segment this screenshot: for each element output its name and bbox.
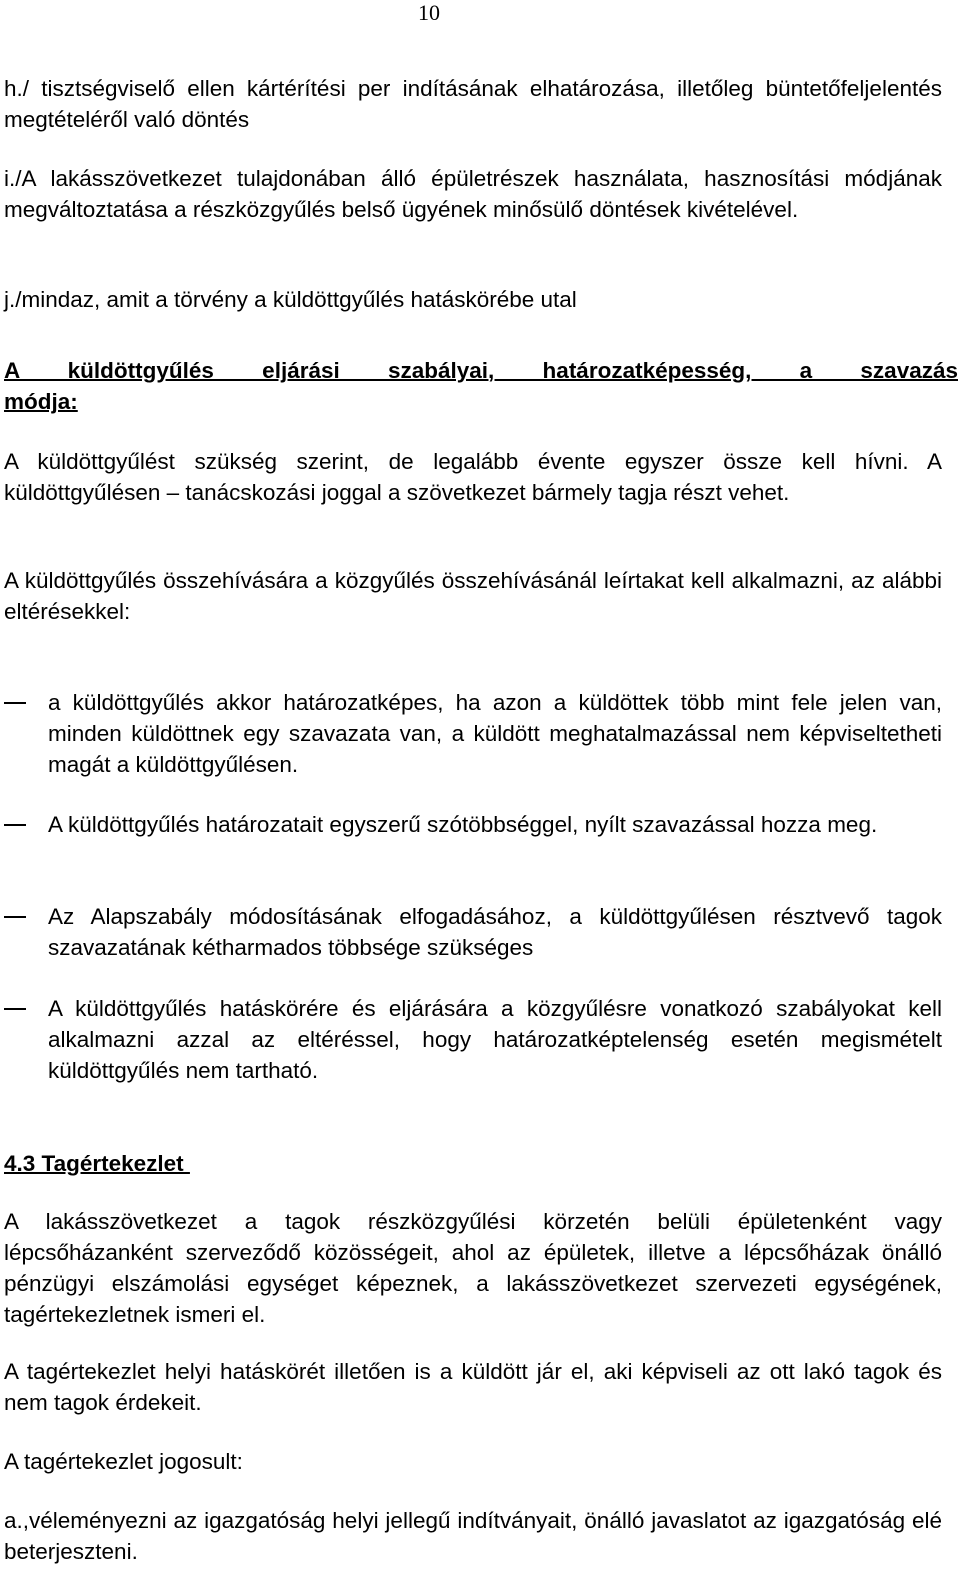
convening-paragraph: A küldöttgyűlést szükség szerint, de legalább évente egyszer össze kell hívni. A küldöttgyűlésen – tanácskozási joggal a szövetkezet bármely tagja részt vehet. xyxy=(4,449,942,505)
list-item-text: A küldöttgyűlés hatáskörére és eljárására a közgyűlésre vonatkozó szabályokat kell alkalmazni azzal az eltéréssel, hogy határozatképtelenség esetén megismételt küldöttgyűlés nem tartható. xyxy=(48,996,942,1083)
list-item-text: A küldöttgyűlés határozatait egyszerű szótöbbséggel, nyílt szavazással hozza meg. xyxy=(48,812,878,837)
procedure-heading xyxy=(4,355,958,417)
dash-bullet-icon xyxy=(4,916,26,918)
convening-rules-paragraph: A küldöttgyűlés összehívására a közgyűlés összehívásánál leírtakat kell alkalmazni, az alábbi eltérésekkel: xyxy=(4,568,942,624)
section-title: 4.3 Tagértekezlet xyxy=(4,1151,190,1176)
procedure-heading-line1: A küldöttgyűlés eljárási szabályai, határozatképesség, a szavazás xyxy=(4,358,958,383)
procedure-heading-line2: módja: xyxy=(4,389,78,414)
dash-bullet-icon xyxy=(4,1008,26,1010)
item-j-text: j./mindaz, amit a törvény a küldöttgyűlés hatáskörébe utal xyxy=(4,287,577,312)
tagertekezlet-representation-paragraph: A tagértekezlet helyi hatáskörét illetően is a küldött jár el, aki képviseli az ott lakó tagok és nem tagok érdekeit. xyxy=(4,1359,942,1415)
dash-bullet-icon xyxy=(4,702,26,704)
page-number: 10 xyxy=(418,0,440,25)
tagertekezlet-rights-heading: A tagértekezlet jogosult: xyxy=(4,1449,243,1474)
list-item-text: Az Alapszabály módosításának elfogadásához, a küldöttgyűlésen résztvevő tagok szavazatának kétharmados többsége szükséges xyxy=(48,904,942,960)
item-h-text: h./ tisztségviselő ellen kártérítési per indításának elhatározása, illetőleg büntetőfeljelentés megtételéről való döntés xyxy=(4,76,942,132)
item-i-text: i./A lakásszövetkezet tulajdonában álló épületrészek használata, hasznosítási módjának megváltoztatása a részközgyűlés belső ügyének minősülő döntések kivételével. xyxy=(4,166,942,222)
dash-bullet-icon xyxy=(4,824,26,826)
list-item-text: a küldöttgyűlés akkor határozatképes, ha azon a küldöttek több mint fele jelen van, minden küldöttnek egy szavazata van, a küldött meghatalmazással nem képviseltetheti magát a küldöttgyűlésen. xyxy=(48,690,942,777)
tagertekezlet-right-a: a.,véleményezni az igazgatóság helyi jellegű indítványait, önálló javaslatot az igazgatóság elé beterjeszteni. xyxy=(4,1508,942,1564)
tagertekezlet-definition-paragraph: A lakásszövetkezet a tagok részközgyűlési körzetén belüli épületenként vagy lépcsőházanként szerveződő közösségeit, ahol az épületek, illetve a lépcsőházak önálló pénzügyi elszámolási egységet képeznek, a lakásszövetkezet szervezeti egységének, tagértekezletnek ismeri el. xyxy=(4,1209,942,1327)
